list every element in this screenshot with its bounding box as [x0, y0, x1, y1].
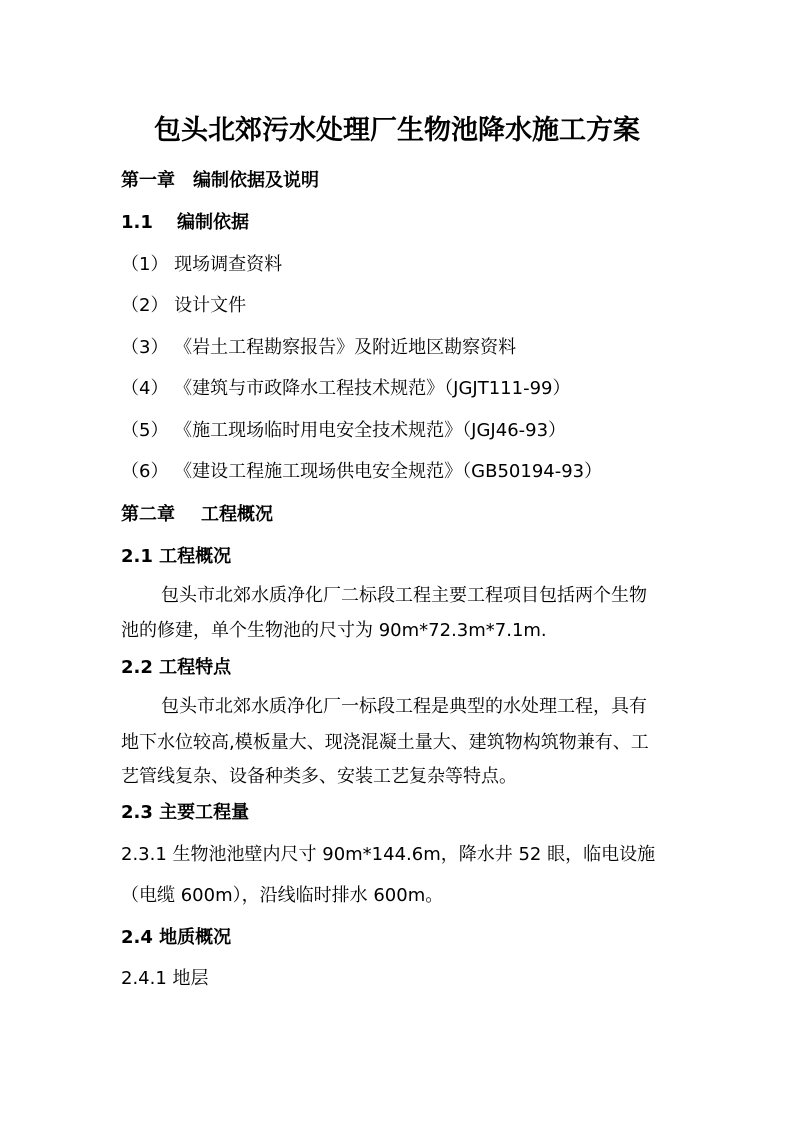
basis-item-3: （3） 《岩土工程勘察报告》及附近地区勘察资料 — [121, 337, 517, 358]
basis-item-4: （4） 《建筑与市政降水工程技术规范》（JGJT111-99） — [121, 378, 571, 399]
section-2-2-heading: 2.2 工程特点 — [121, 657, 232, 678]
chapter-1-label: 第一章 — [121, 170, 175, 191]
chapter-1-heading — [121, 169, 319, 193]
basis-item-2: （2） 设计文件 — [121, 295, 247, 316]
section-2-1-line-1: 包头市北郊水质净化厂二标段工程主要工程项目包括两个生物 — [161, 585, 647, 606]
section-2-1-line-2: 池的修建，单个生物池的尺寸为 90m*72.3m*7.1m. — [121, 620, 547, 641]
section-2-4-1-heading: 2.4.1 地层 — [121, 968, 209, 989]
section-2-1-heading: 2.1 工程概况 — [121, 546, 232, 567]
basis-item-5: （5） 《施工现场临时用电安全技术规范》（JGJ46-93） — [121, 420, 567, 441]
chapter-2-title: 工程概况 — [201, 504, 273, 525]
section-2-2-line-3: 艺管线复杂、设备种类多、安装工艺复杂等特点。 — [121, 766, 517, 787]
chapter-2-label: 第二章 — [121, 504, 175, 525]
section-1-1-title: 编制依据 — [177, 212, 249, 233]
section-2-2-line-1: 包头市北郊水质净化厂一标段工程是典型的水处理工程，具有 — [161, 696, 647, 717]
section-1-1-number: 1.1 — [121, 212, 153, 233]
chapter-2-heading — [121, 503, 273, 527]
section-2-3-line-2: （电缆 600m），沿线临时排水 600m。 — [121, 885, 444, 906]
section-2-3-line-1: 2.3.1 生物池池壁内尺寸 90m*144.6m，降水井 52 眼，临电设施 — [121, 844, 656, 865]
basis-item-6: （6） 《建设工程施工现场供电安全规范》（GB50194-93） — [121, 461, 603, 482]
document-title: 包头北郊污水处理厂生物池降水施工方案 — [154, 115, 640, 146]
section-1-1-heading — [121, 211, 249, 235]
chapter-1-title: 编制依据及说明 — [193, 170, 319, 191]
section-2-3-heading: 2.3 主要工程量 — [121, 802, 250, 823]
section-2-2-line-2: 地下水位较高,模板量大、现浇混凝土量大、建筑物构筑物兼有、工 — [121, 732, 649, 753]
section-2-4-heading: 2.4 地质概况 — [121, 927, 232, 948]
basis-item-1: （1） 现场调查资料 — [121, 254, 283, 275]
